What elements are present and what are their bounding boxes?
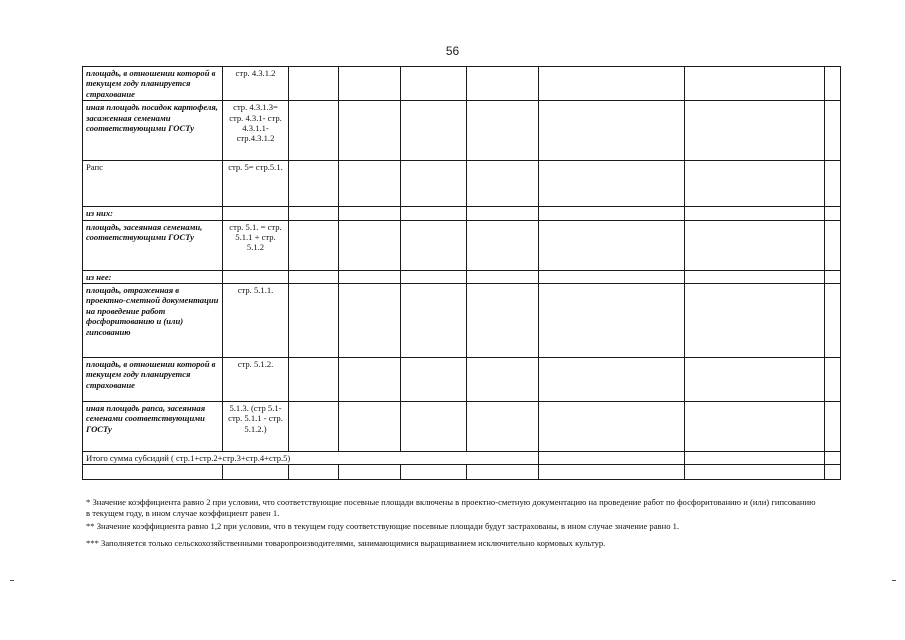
empty-cell	[825, 402, 841, 452]
empty-cell	[467, 207, 539, 220]
empty-cell	[539, 452, 685, 465]
empty-cell	[539, 358, 685, 402]
footnotes	[86, 497, 816, 551]
table-row	[83, 220, 841, 270]
footnote-1: * Значение коэффициента равно 2 при условии, что соответствующие посевные площади включены в проектно-сметную документацию на проведение работ по фосфоритованию и (или) гипсованию в текущем году, в ином случае коэффициент равен 1.	[86, 497, 816, 518]
empty-cell	[685, 270, 825, 283]
empty-cell	[467, 284, 539, 358]
empty-cell	[539, 220, 685, 270]
empty-cell	[289, 220, 339, 270]
empty-cell	[401, 270, 467, 283]
empty-cell	[825, 101, 841, 161]
empty-cell	[539, 270, 685, 283]
table-row	[83, 67, 841, 101]
empty-cell	[289, 101, 339, 161]
empty-cell	[289, 270, 339, 283]
row-reference: стр. 5.1. = стр. 5.1.1 + стр. 5.1.2	[223, 220, 289, 270]
empty-cell	[825, 284, 841, 358]
empty-cell	[685, 207, 825, 220]
row-label: площадь, засеянная семенами, соответствующими ГОСТу	[83, 220, 223, 270]
summary-label: Итого сумма субсидий ( стр.1+стр.2+стр.3+стр.4+стр.5)	[83, 452, 539, 465]
empty-cell	[289, 161, 339, 207]
empty-cell	[825, 220, 841, 270]
row-reference: стр. 4.3.1.2	[223, 67, 289, 101]
table-row	[83, 358, 841, 402]
empty-cell	[467, 220, 539, 270]
table-row	[83, 101, 841, 161]
table-row	[83, 284, 841, 358]
empty-cell	[339, 358, 401, 402]
empty-cell	[289, 67, 339, 101]
empty-cell	[685, 358, 825, 402]
empty-cell	[825, 465, 841, 480]
empty-cell	[401, 101, 467, 161]
empty-cell	[539, 67, 685, 101]
empty-cell	[401, 161, 467, 207]
subsidy-table	[82, 66, 841, 480]
scan-mark-right	[892, 580, 896, 581]
empty-cell	[539, 402, 685, 452]
empty-cell	[289, 465, 339, 480]
table-row	[83, 207, 841, 220]
scan-mark-left	[10, 580, 14, 581]
table-row	[83, 161, 841, 207]
empty-cell	[467, 358, 539, 402]
empty-cell	[685, 452, 825, 465]
empty-cell	[685, 284, 825, 358]
empty-cell	[825, 452, 841, 465]
row-reference: стр. 4.3.1.3= стр. 4.3.1- стр. 4.3.1.1- стр.4.3.1.2	[223, 101, 289, 161]
page-number: 56	[445, 44, 460, 58]
empty-cell	[83, 465, 223, 480]
empty-cell	[401, 220, 467, 270]
row-reference: стр. 5.1.1.	[223, 284, 289, 358]
row-reference: стр. 5.1.2.	[223, 358, 289, 402]
empty-cell	[467, 161, 539, 207]
row-reference: 5.1.3. (стр 5.1-стр. 5.1.1 - стр. 5.1.2.)	[223, 402, 289, 452]
empty-cell	[339, 67, 401, 101]
empty-cell	[401, 67, 467, 101]
empty-cell	[467, 101, 539, 161]
empty-cell	[467, 270, 539, 283]
empty-cell	[685, 101, 825, 161]
row-reference: стр. 5= стр.5.1.	[223, 161, 289, 207]
empty-cell	[401, 465, 467, 480]
empty-cell	[539, 284, 685, 358]
empty-cell	[401, 358, 467, 402]
empty-cell	[339, 402, 401, 452]
summary-row	[83, 452, 841, 465]
row-label: из нее:	[83, 270, 223, 283]
empty-cell	[825, 161, 841, 207]
empty-cell	[685, 465, 825, 480]
empty-cell	[339, 220, 401, 270]
empty-cell	[467, 67, 539, 101]
row-reference	[223, 207, 289, 220]
empty-cell	[685, 220, 825, 270]
empty-cell	[401, 207, 467, 220]
blank-row	[83, 465, 841, 480]
empty-cell	[685, 67, 825, 101]
empty-cell	[339, 161, 401, 207]
empty-cell	[539, 465, 685, 480]
row-label: площадь, в отношении которой в текущем году планируется страхование	[83, 358, 223, 402]
empty-cell	[289, 402, 339, 452]
empty-cell	[401, 402, 467, 452]
empty-cell	[467, 465, 539, 480]
empty-cell	[289, 284, 339, 358]
empty-cell	[289, 207, 339, 220]
footnote-3: *** Заполняется только сельскохозяйственными товаропроизводителями, занимающимися выращиванием исключительно кормовых культур.	[86, 537, 606, 548]
footnote-2: ** Значение коэффициента равно 1,2 при условии, что в текущем году соответствующие посевные площади будут застрахованы, в ином случае значение равно 1.	[86, 521, 680, 532]
empty-cell	[825, 67, 841, 101]
empty-cell	[825, 358, 841, 402]
empty-cell	[401, 284, 467, 358]
empty-cell	[339, 207, 401, 220]
empty-cell	[825, 270, 841, 283]
empty-cell	[467, 402, 539, 452]
empty-cell	[339, 284, 401, 358]
row-label: иная площадь рапса, засеянная семенами соответствующими ГОСТу	[83, 402, 223, 452]
empty-cell	[339, 465, 401, 480]
row-label: иная площадь посадок картофеля, засаженная семенами соответствующими ГОСТу	[83, 101, 223, 161]
row-label: Рапс	[83, 161, 223, 207]
empty-cell	[223, 465, 289, 480]
empty-cell	[339, 270, 401, 283]
row-label: площадь, отраженная в проектно-сметной документации на проведение работ фосфоритованию и (или) гипсованию	[83, 284, 223, 358]
empty-cell	[289, 358, 339, 402]
table-row	[83, 402, 841, 452]
row-label: площадь, в отношении которой в текущем году планируется страхование	[83, 67, 223, 101]
empty-cell	[539, 161, 685, 207]
empty-cell	[339, 101, 401, 161]
empty-cell	[685, 161, 825, 207]
empty-cell	[825, 207, 841, 220]
empty-cell	[685, 402, 825, 452]
row-reference	[223, 270, 289, 283]
empty-cell	[539, 207, 685, 220]
empty-cell	[539, 101, 685, 161]
row-label: из них:	[83, 207, 223, 220]
table-row	[83, 270, 841, 283]
